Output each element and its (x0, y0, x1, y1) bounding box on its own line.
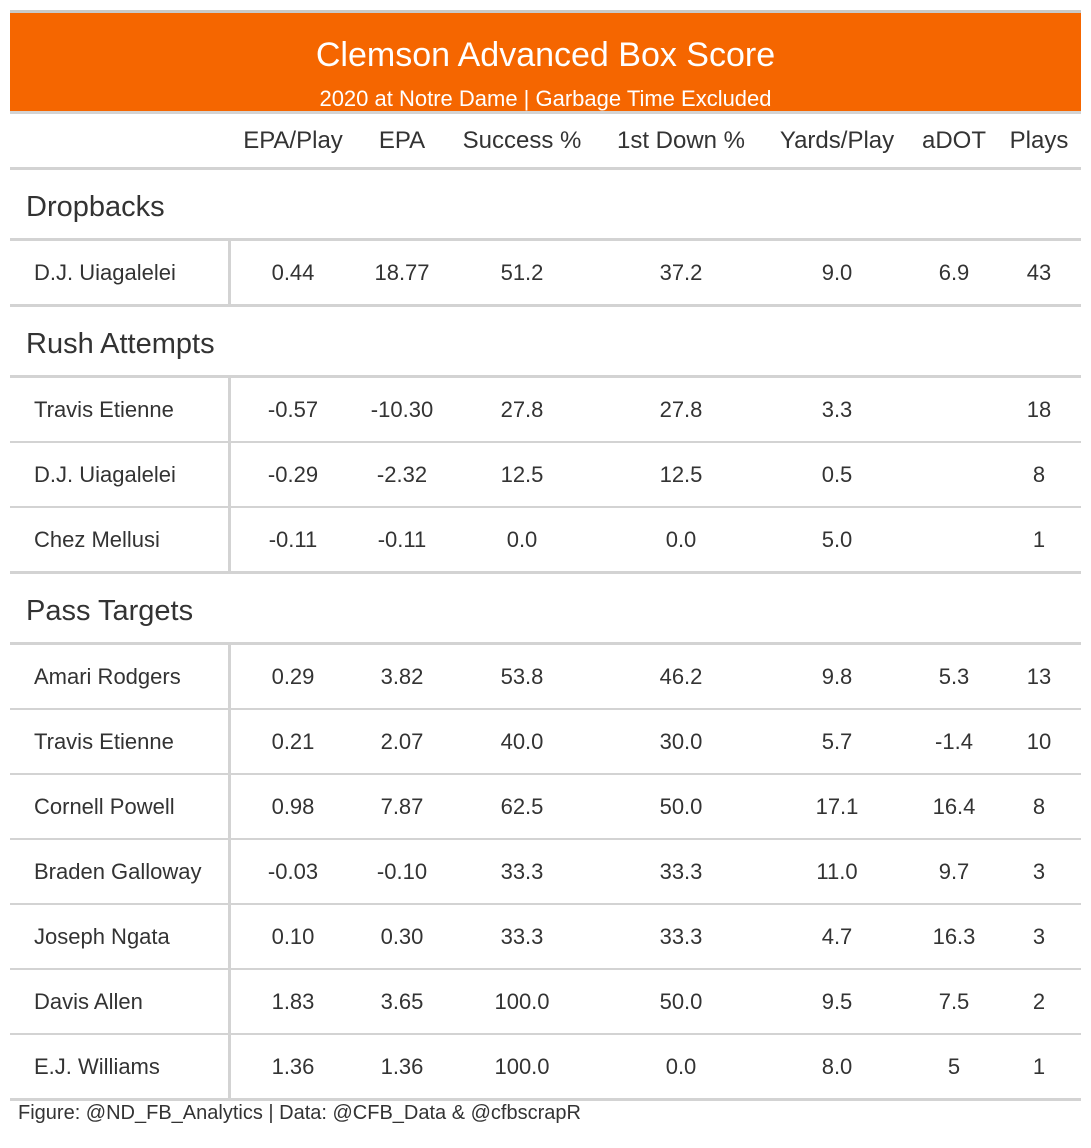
cell-adot: 6.9 (938, 260, 970, 285)
cell-epa: -2.32 (376, 462, 428, 487)
row-label-divider (228, 840, 231, 903)
row-label-divider (228, 443, 231, 506)
cell-adot: 7.5 (938, 989, 970, 1014)
cell-1st-down: 27.8 (659, 397, 703, 422)
table-row (10, 645, 1081, 708)
player-name: D.J. Uiagalelei (34, 462, 176, 487)
column-header-yards-play: Yards/Play (779, 127, 895, 154)
player-name: D.J. Uiagalelei (34, 260, 176, 285)
cell-yards-play: 9.0 (821, 260, 853, 285)
column-header-plays: Plays (1009, 127, 1069, 154)
group-label-pass-targets: Pass Targets (26, 595, 194, 627)
table-row (10, 970, 1081, 1033)
cell-adot: -1.4 (935, 729, 973, 754)
cell-yards-play: 0.5 (821, 462, 853, 487)
cell-success: 0.0 (506, 527, 538, 552)
cell-plays: 8 (1032, 794, 1046, 819)
cell-success: 62.5 (500, 794, 544, 819)
cell-epa: 3.65 (380, 989, 424, 1014)
cell-success: 12.5 (500, 462, 544, 487)
cell-plays: 18 (1026, 397, 1052, 422)
cell-success: 100.0 (494, 989, 550, 1014)
cell-epa: -0.10 (376, 859, 428, 884)
player-name: Travis Etienne (34, 397, 174, 422)
cell-1st-down: 0.0 (665, 1054, 697, 1079)
player-name: Amari Rodgers (34, 664, 181, 689)
cell-epa: -0.11 (377, 527, 427, 552)
cell-epa-play: -0.11 (268, 527, 318, 552)
column-header-success: Success % (462, 127, 582, 154)
figure-source-caption: Figure: @ND_FB_Analytics | Data: @CFB_Data & @cfbscrapR (18, 1102, 581, 1124)
table-rule (10, 167, 1081, 170)
cell-plays: 1 (1032, 527, 1046, 552)
cell-success: 33.3 (500, 859, 544, 884)
player-name: Braden Galloway (34, 859, 202, 884)
table-row (10, 508, 1081, 571)
cell-1st-down: 50.0 (659, 989, 703, 1014)
cell-plays: 3 (1032, 859, 1046, 884)
cell-yards-play: 4.7 (821, 924, 853, 949)
cell-success: 40.0 (500, 729, 544, 754)
cell-epa: -10.30 (370, 397, 434, 422)
table-row (10, 840, 1081, 903)
cell-epa-play: 1.83 (271, 989, 315, 1014)
cell-epa-play: -0.57 (267, 397, 319, 422)
cell-yards-play: 3.3 (821, 397, 853, 422)
cell-yards-play: 5.7 (821, 729, 853, 754)
column-header-adot: aDOT (921, 127, 986, 154)
cell-adot: 16.3 (932, 924, 976, 949)
row-label-divider (228, 508, 231, 571)
row-label-divider (228, 1035, 231, 1098)
cell-epa: 0.30 (380, 924, 424, 949)
cell-plays: 10 (1026, 729, 1052, 754)
table-rule (10, 571, 1081, 574)
cell-plays: 13 (1026, 664, 1052, 689)
cell-1st-down: 0.0 (665, 527, 697, 552)
player-name: Chez Mellusi (34, 527, 160, 552)
row-label-divider (228, 710, 231, 773)
player-name: Cornell Powell (34, 794, 175, 819)
group-label-dropbacks: Dropbacks (26, 191, 165, 223)
cell-1st-down: 37.2 (659, 260, 703, 285)
table-title: Clemson Advanced Box Score (315, 36, 776, 74)
table-row (10, 905, 1081, 968)
column-header-epa-play: EPA/Play (243, 127, 343, 154)
cell-epa: 18.77 (374, 260, 430, 285)
cell-yards-play: 9.5 (821, 989, 853, 1014)
table-row (10, 775, 1081, 838)
table-rule (10, 111, 1081, 114)
cell-plays: 1 (1032, 1054, 1046, 1079)
cell-1st-down: 33.3 (659, 859, 703, 884)
cell-epa-play: 0.44 (271, 260, 315, 285)
cell-adot: 5.3 (938, 664, 970, 689)
cell-yards-play: 9.8 (821, 664, 853, 689)
player-name: E.J. Williams (34, 1054, 160, 1079)
title-banner (10, 13, 1081, 111)
cell-epa: 1.36 (380, 1054, 424, 1079)
table-row (10, 710, 1081, 773)
table-row (10, 378, 1081, 441)
cell-success: 33.3 (500, 924, 544, 949)
row-label-divider (228, 775, 231, 838)
cell-epa-play: 1.36 (271, 1054, 315, 1079)
player-name: Joseph Ngata (34, 924, 170, 949)
group-label-rush-attempts: Rush Attempts (26, 328, 215, 360)
row-label-divider (228, 378, 231, 441)
cell-plays: 3 (1032, 924, 1046, 949)
row-label-divider (228, 905, 231, 968)
cell-epa-play: 0.10 (271, 924, 315, 949)
cell-1st-down: 12.5 (659, 462, 703, 487)
cell-1st-down: 50.0 (659, 794, 703, 819)
cell-adot: 5 (947, 1054, 961, 1079)
table-rule (10, 304, 1081, 307)
cell-1st-down: 30.0 (659, 729, 703, 754)
cell-yards-play: 17.1 (815, 794, 859, 819)
table-row (10, 1035, 1081, 1098)
cell-epa-play: -0.03 (267, 859, 319, 884)
cell-epa-play: 0.29 (271, 664, 315, 689)
cell-epa-play: 0.98 (271, 794, 315, 819)
column-header-epa: EPA (378, 127, 426, 154)
row-label-divider (228, 645, 231, 708)
cell-success: 100.0 (494, 1054, 550, 1079)
cell-plays: 2 (1032, 989, 1046, 1014)
cell-epa-play: 0.21 (271, 729, 315, 754)
cell-adot: 16.4 (932, 794, 976, 819)
cell-epa: 7.87 (380, 794, 424, 819)
column-header-1st-down: 1st Down % (616, 127, 746, 154)
cell-epa-play: -0.29 (267, 462, 319, 487)
cell-1st-down: 33.3 (659, 924, 703, 949)
row-label-divider (228, 970, 231, 1033)
cell-epa: 2.07 (380, 729, 424, 754)
player-name: Davis Allen (34, 989, 143, 1014)
cell-1st-down: 46.2 (659, 664, 703, 689)
cell-success: 53.8 (500, 664, 544, 689)
cell-success: 51.2 (500, 260, 544, 285)
table-row (10, 241, 1081, 304)
cell-success: 27.8 (500, 397, 544, 422)
cell-yards-play: 8.0 (821, 1054, 853, 1079)
row-label-divider (228, 241, 231, 304)
table-row (10, 443, 1081, 506)
player-name: Travis Etienne (34, 729, 174, 754)
cell-yards-play: 11.0 (816, 859, 858, 884)
cell-yards-play: 5.0 (821, 527, 853, 552)
cell-plays: 8 (1032, 462, 1046, 487)
cell-adot: 9.7 (938, 859, 970, 884)
cell-epa: 3.82 (380, 664, 424, 689)
table-subtitle: 2020 at Notre Dame | Garbage Time Excluded (319, 86, 772, 111)
cell-plays: 43 (1026, 260, 1052, 285)
